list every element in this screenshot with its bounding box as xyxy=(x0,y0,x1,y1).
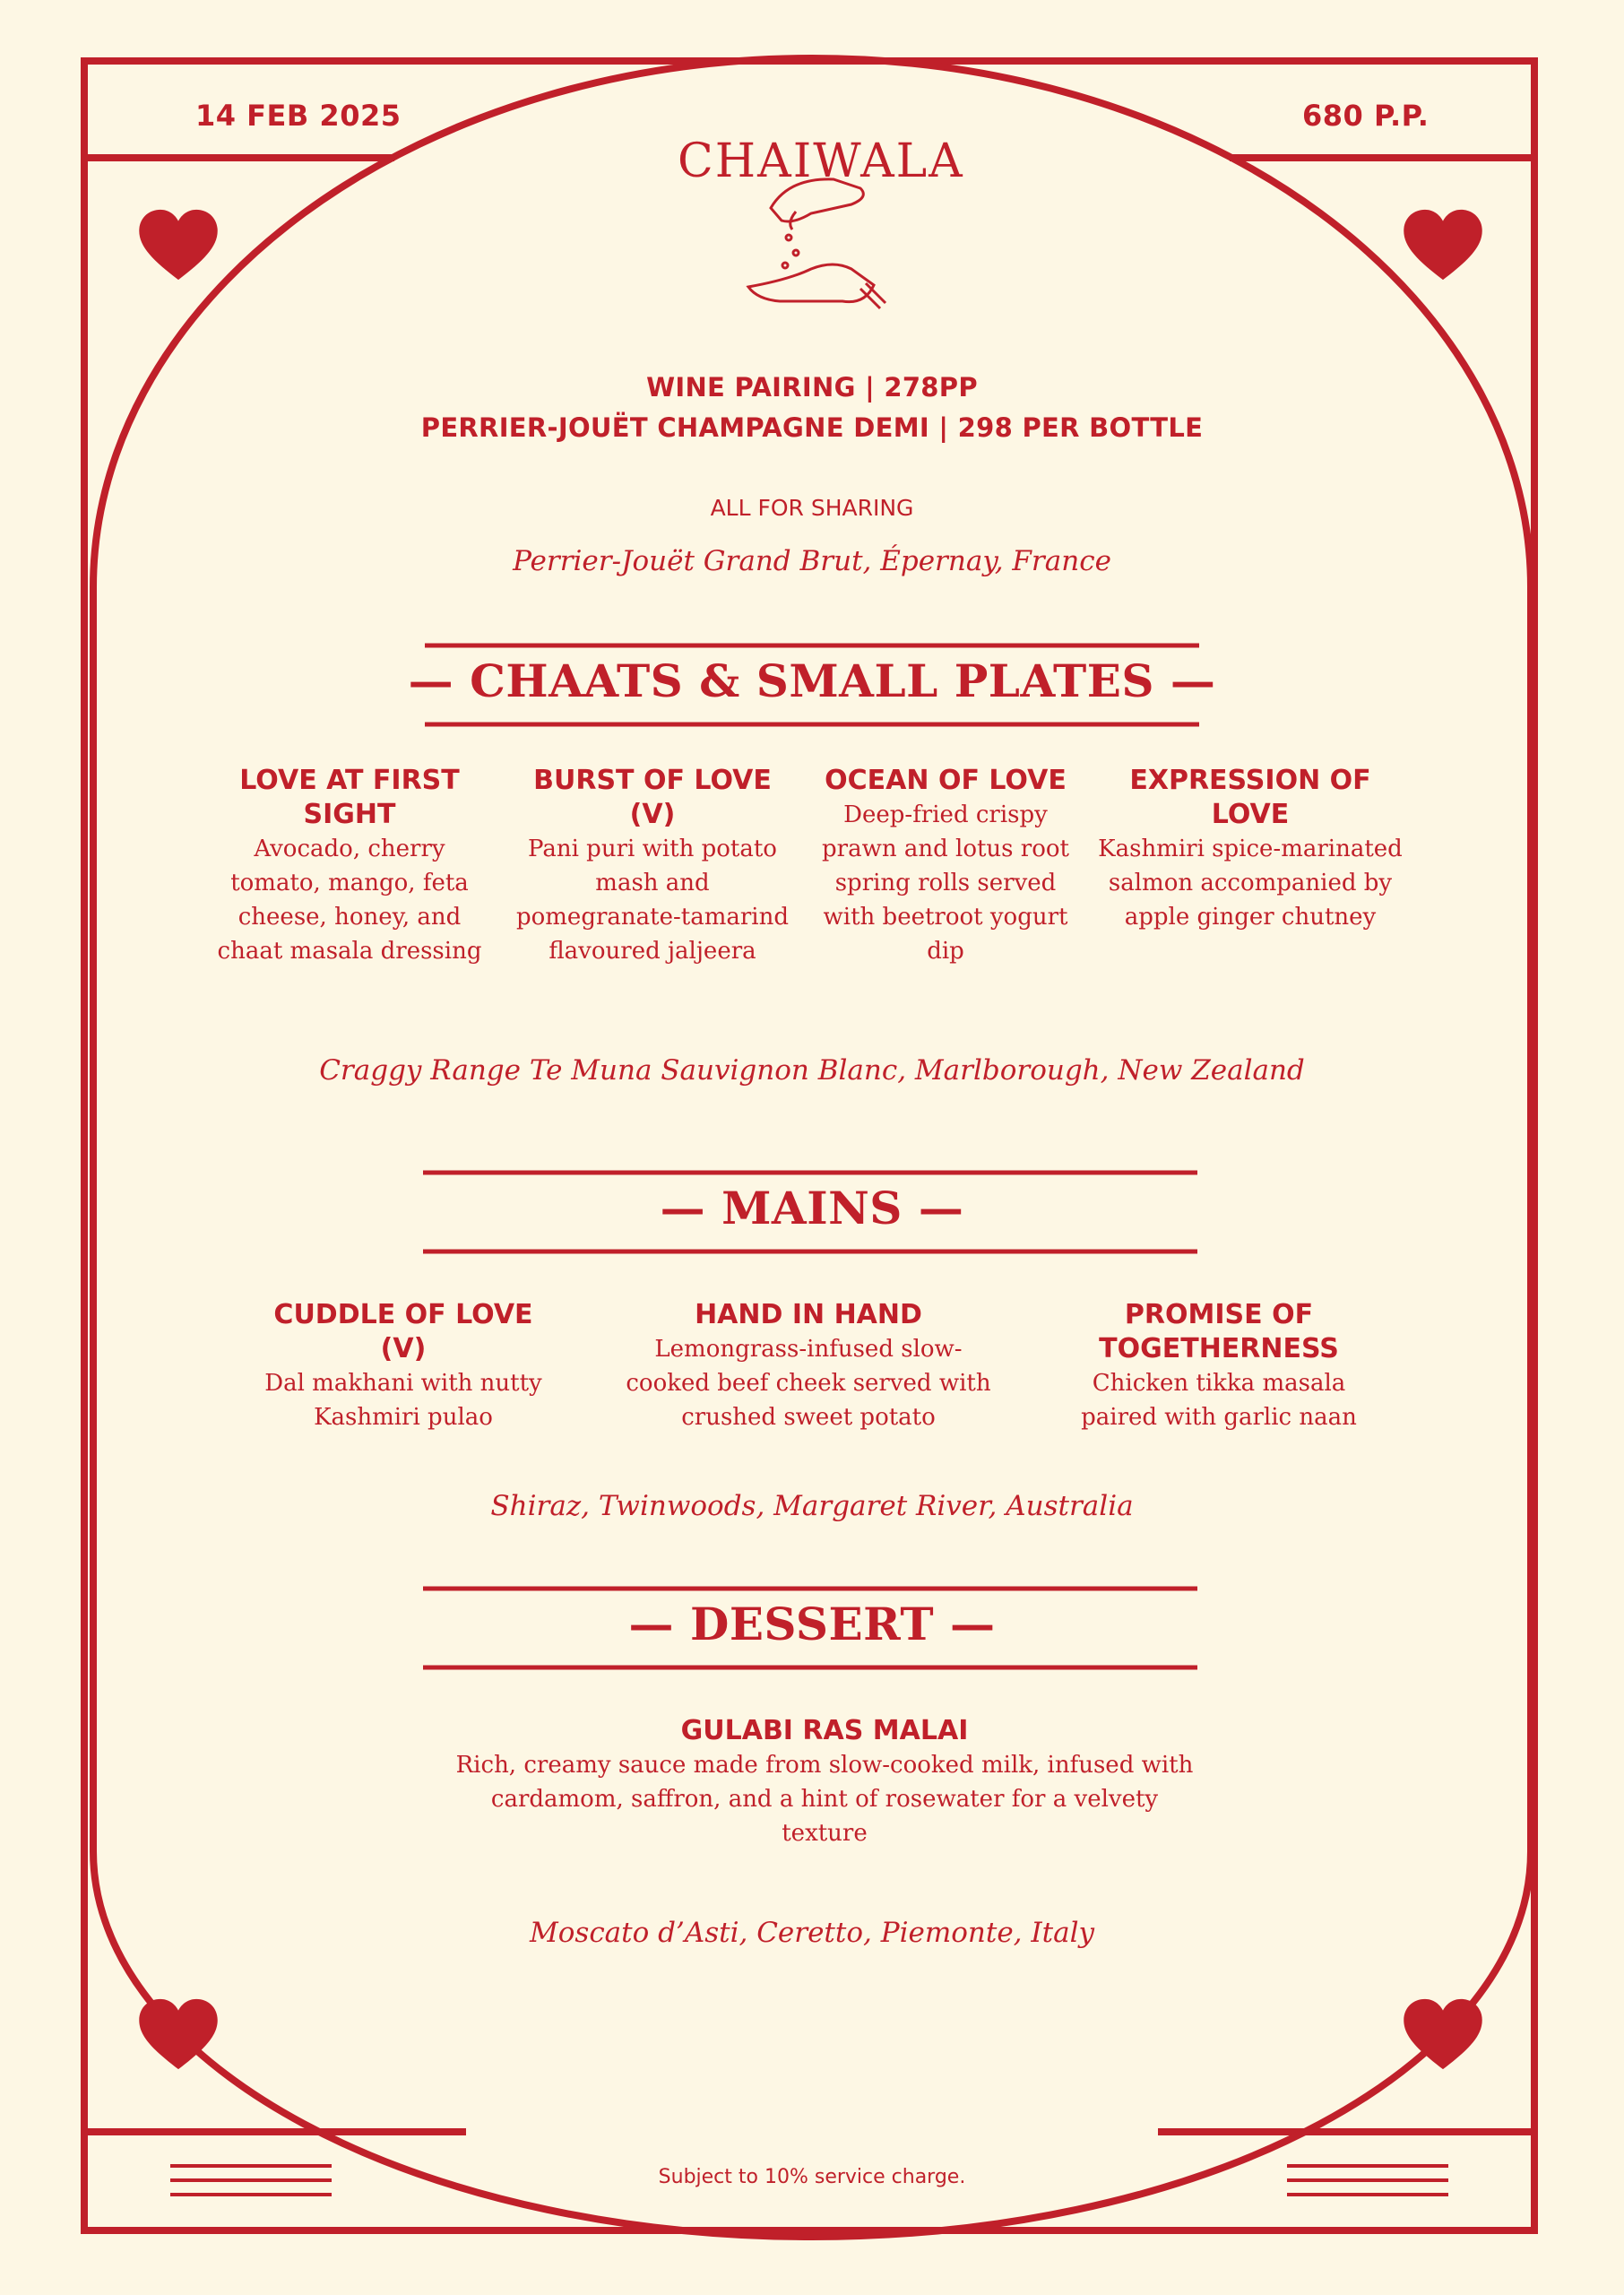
dish-item xyxy=(618,1298,998,1434)
dish-description: Pani puri with potato mash and pomegranate-tamarind flavoured jaljeera xyxy=(515,836,789,965)
dish-item xyxy=(1013,1298,1425,1434)
dessert-wine: Moscato d’Asti, Ceretto, Piemonte, Italy xyxy=(530,1917,1094,1949)
dish-description: Rich, creamy sauce made from slow-cooked milk, infused with cardamom, saffron, and a hint of rosewater for a velvety texture xyxy=(455,1752,1194,1847)
dish-name: PROMISE OF TOGETHERNESS xyxy=(1099,1299,1339,1364)
mains-wine: Shiraz, Twinwoods, Margaret River, Australia xyxy=(490,1490,1134,1522)
dish-description: Chicken tikka masala paired with garlic naan xyxy=(1081,1370,1357,1431)
brand-logo: CHAIWALA xyxy=(678,134,964,188)
dish-item xyxy=(1093,764,1407,934)
dish-name: BURST OF LOVE (V) xyxy=(533,765,772,830)
dish-name: EXPRESSION OF LOVE xyxy=(1129,765,1371,830)
dish-name: LOVE AT FIRST SIGHT xyxy=(239,765,460,830)
heart-icon xyxy=(137,1997,220,2071)
dish-name: OCEAN OF LOVE xyxy=(825,765,1067,796)
dish-description: Deep-fried crispy prawn and lotus root spring rolls served with beetroot yogurt dip xyxy=(822,801,1069,965)
dish-item xyxy=(251,1298,556,1434)
dish-item xyxy=(513,764,792,968)
section-title-dessert: — DESSERT — xyxy=(628,1598,996,1650)
price-per-person: 680 P.P. xyxy=(1302,99,1430,133)
heart-icon xyxy=(1402,1997,1484,2071)
dish-description: Lemongrass-infused slow-cooked beef cheek served with crushed sweet potato xyxy=(626,1336,991,1431)
opening-wine: Perrier-Jouët Grand Brut, Épernay, France xyxy=(513,545,1111,577)
event-date: 14 FEB 2025 xyxy=(195,99,402,133)
dish-description: Kashmiri spice-marinated salmon accompanied by apple ginger chutney xyxy=(1098,836,1403,931)
sharing-label: ALL FOR SHARING xyxy=(710,495,914,521)
dish-item xyxy=(816,764,1075,968)
dish-name: GULABI RAS MALAI xyxy=(680,1715,969,1746)
dish-description: Avocado, cherry tomato, mango, feta cheese, honey, and chaat masala dressing xyxy=(217,836,482,965)
heart-icon xyxy=(1402,208,1484,281)
champagne-price: PERRIER-JOUËT CHAMPAGNE DEMI | 298 PER BOTTLE xyxy=(420,412,1204,443)
hands-illustration-icon xyxy=(748,179,885,308)
heart-icon xyxy=(137,208,220,281)
dish-item xyxy=(448,1714,1201,1850)
service-charge-note: Subject to 10% service charge. xyxy=(658,2166,966,2188)
section-title-mains: — MAINS — xyxy=(660,1182,964,1234)
dish-name: CUDDLE OF LOVE (V) xyxy=(273,1299,533,1364)
section-title-chaats: — CHAATS & SMALL PLATES — xyxy=(408,654,1216,707)
dish-item xyxy=(206,764,493,968)
wine-pairing-price: WINE PAIRING | 278PP xyxy=(646,372,978,403)
dish-name: HAND IN HAND xyxy=(695,1299,922,1330)
dish-description: Dal makhani with nutty Kashmiri pulao xyxy=(264,1370,542,1431)
chaats-wine: Craggy Range Te Muna Sauvignon Blanc, Marlborough, New Zealand xyxy=(319,1054,1305,1087)
